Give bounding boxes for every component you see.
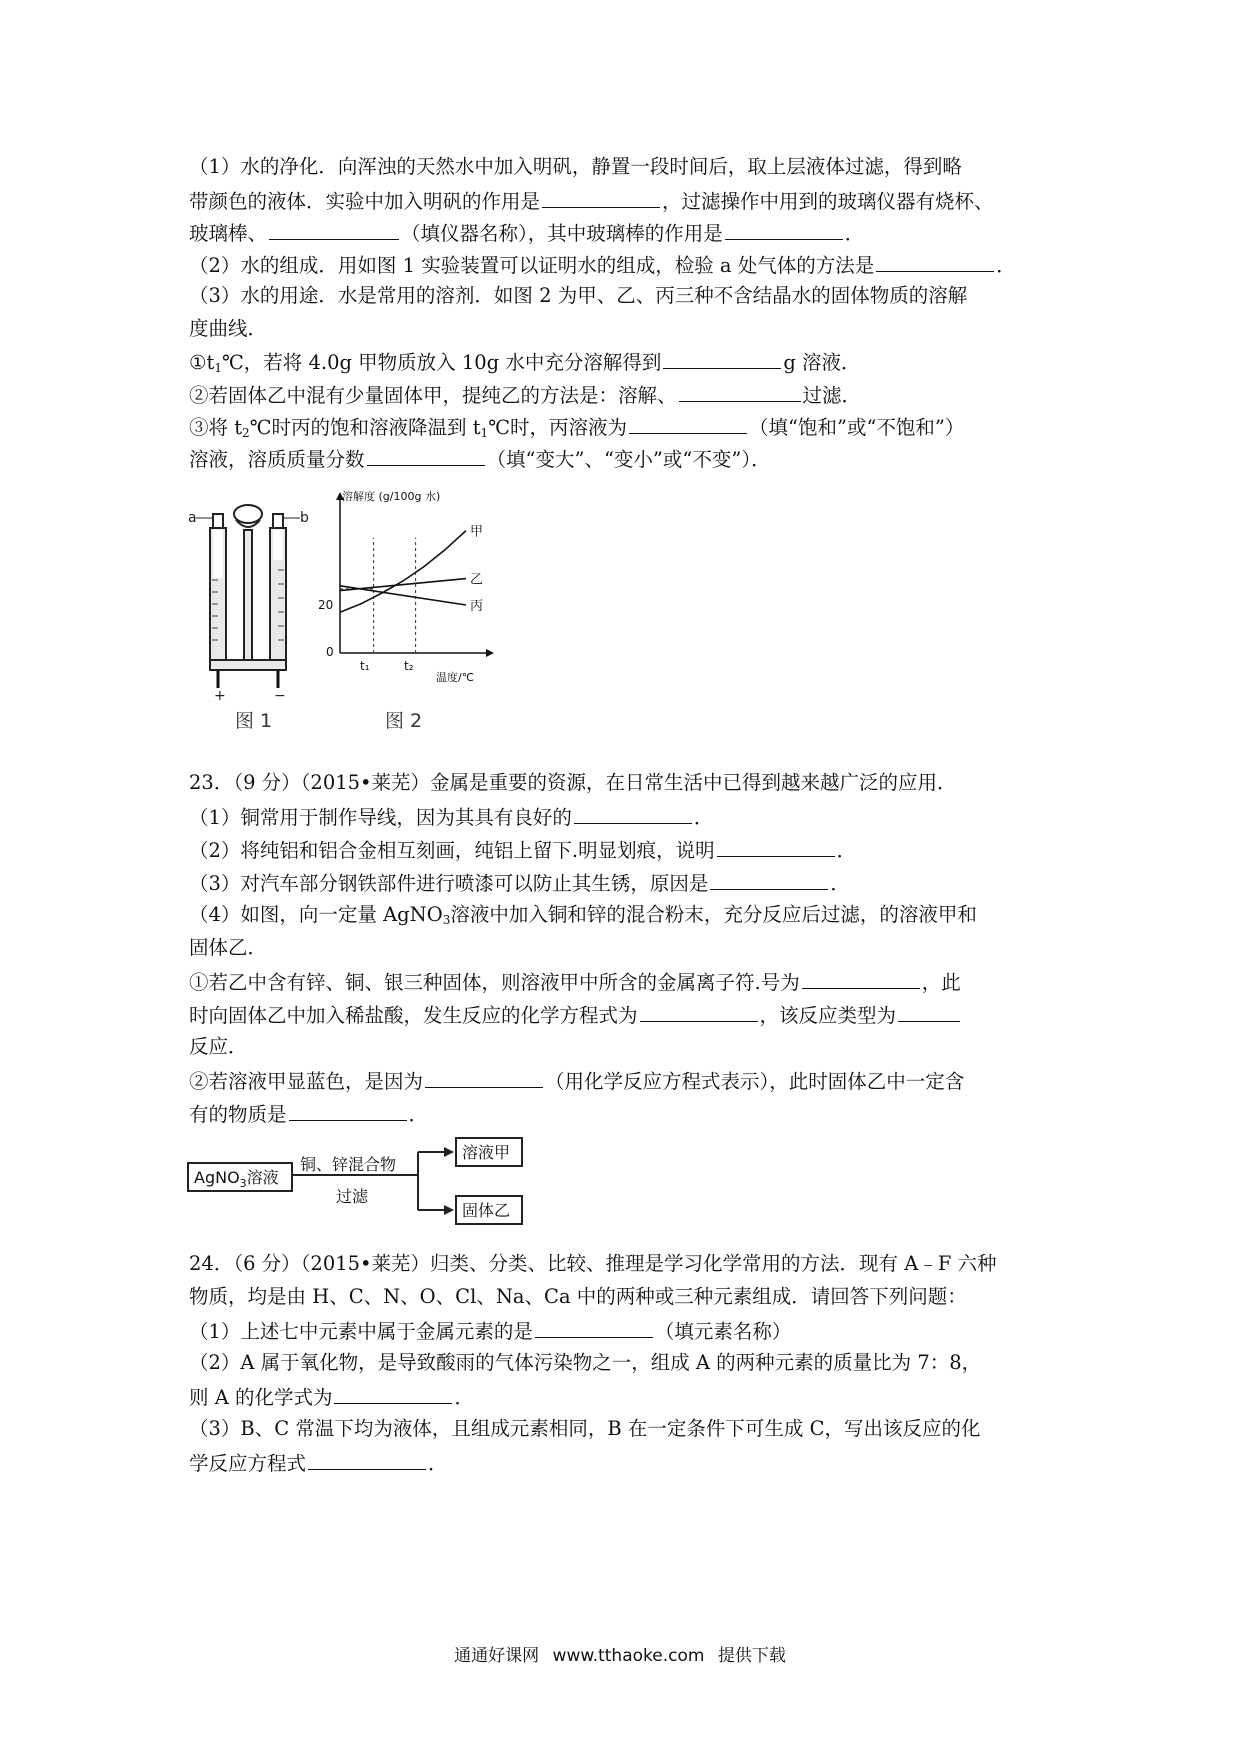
q22-p1-line1: （1）水的净化．向浑浊的天然水中加入明矾，静置一段时间后，取上层液体过滤，得到略 [189, 155, 962, 178]
q22-sub2: ②若固体乙中混有少量固体甲，提纯乙的方法是：溶解、 过滤． [189, 381, 861, 409]
series-label-0: 甲 [470, 524, 484, 540]
q24-header-line1: 24．（6 分）（2015•莱芜）归类、分类、比较、推理是学习化学常用的方法．现有 A﹣F 六种 [189, 1252, 997, 1275]
answer-blank[interactable] [717, 836, 835, 857]
answer-blank[interactable] [663, 348, 781, 369]
figure-1-electrolysis-apparatus [188, 500, 309, 704]
flow-output-label-2: 固体乙 [462, 1201, 511, 1220]
series-line-0 [340, 531, 466, 613]
q24-p1: （1）上述七中元素中属于金属元素的是 （填元素名称） [189, 1317, 791, 1345]
x-tick-t1: t₁ [360, 659, 370, 673]
q23-p2: （2）将纯铝和铝合金相互刻画，纯铝上留下.明显划痕，说明 ． [189, 836, 856, 864]
page-footer [0, 1641, 1240, 1666]
answer-blank[interactable] [308, 1449, 426, 1470]
answer-blank[interactable] [425, 1067, 543, 1088]
footer-site: 通通好课网 [454, 1646, 540, 1666]
q22-sub1: $①t_1℃$，若将 4.0g 甲物质放入 10g 水中充分溶解得到 g 溶液． [189, 348, 861, 381]
q24-header-line2: 物质，均是由 H、C、N、O、Cl、Na、Ca 中的两种或三种元素组成．请回答下列问题： [189, 1285, 967, 1308]
q22-p3-line2: 度曲线． [189, 317, 268, 340]
label-plus: + [214, 688, 226, 704]
answer-blank[interactable] [876, 251, 994, 272]
q22-p3-line1: （3）水的用途．水是常用的溶剂．如图 2 为甲、乙、丙三种不含结晶水的固体物质的溶解 [189, 284, 968, 307]
y-axis-label: 溶解度 (g/100g 水) [342, 490, 441, 503]
q23-p4-line1: （4）如图，向一定量 AgNO$_3$溶液中加入铜和锌的混合粉末，充分反应后过滤，的溶液甲和 [189, 903, 977, 927]
answer-blank[interactable] [542, 187, 660, 208]
answer-blank[interactable] [802, 968, 920, 989]
series-line-2 [340, 586, 466, 605]
q24-p3-line1: （3）B、C 常温下均为液体，且组成元素相同，B 在一定条件下可生成 C，写出该反应的化 [189, 1417, 981, 1440]
q23-header: 23．（9 分）（2015•莱芜）金属是重要的资源，在日常生活中已得到越来越广泛的应用． [189, 771, 957, 794]
figure-1-caption: 图 1 [235, 710, 273, 732]
q22-p1-line3: 玻璃棒、 （填仪器名称），其中玻璃棒的作用是 ． [189, 219, 864, 247]
series-label-1: 乙 [470, 572, 484, 588]
answer-blank[interactable] [898, 1001, 960, 1022]
footer-url[interactable]: www.tthaoke.com [552, 1646, 705, 1666]
footer-note: 提供下载 [717, 1646, 786, 1666]
y-tick-20: 20 [318, 598, 334, 612]
x-axis-label: 温度/℃ [436, 671, 475, 684]
label-a: a [188, 510, 197, 526]
q23-p1: （1）铜常用于制作导线，因为其具有良好的 ． [189, 803, 713, 831]
q23-sub1-line2: 时向固体乙中加入稀盐酸，发生反应的化学方程式为 ，该反应类型为 [189, 1001, 962, 1029]
label-minus: − [274, 688, 286, 704]
x-tick-t2: t₂ [404, 659, 414, 673]
flow-top-label: 铜、锌混合物 [300, 1155, 397, 1174]
q24-p2-line1: （2）A 属于氧化物，是导致酸雨的气体污染物之一，组成 A 的两种元素的质量比为 7：8， [189, 1351, 982, 1374]
series-label-2: 丙 [470, 599, 484, 614]
q23-sub1-line3: 反应． [189, 1035, 248, 1058]
answer-blank[interactable] [289, 1100, 407, 1121]
q22-p1-line2: 带颜色的液体．实验中加入明矾的作用是 ，过滤操作中用到的玻璃仪器有烧杯、 [189, 187, 994, 215]
q23-sub2-line1: ②若溶液甲显蓝色，是因为 （用化学反应方程式表示），此时固体乙中一定含 [189, 1067, 964, 1095]
q23-sub1-line1: ①若乙中含有锌、铜、银三种固体，则溶液甲中所含的金属离子符.号为 ，此 [189, 968, 961, 996]
q24-p2-line2: 则 A 的化学式为 ． [189, 1383, 474, 1411]
flow-diagram [186, 1130, 526, 1230]
flow-start-label: AgNO$_3$溶液 [194, 1168, 279, 1190]
answer-blank[interactable] [535, 1317, 653, 1338]
answer-blank[interactable] [367, 445, 485, 466]
answer-blank[interactable] [710, 869, 828, 890]
flow-bottom-label: 过滤 [336, 1187, 369, 1206]
q24-p3-line2: 学反应方程式 ． [189, 1449, 448, 1477]
y-tick-0: 0 [326, 645, 334, 659]
answer-blank[interactable] [629, 413, 747, 434]
answer-blank[interactable] [725, 219, 843, 240]
q22-sub3-line1: ③将 $t_2℃$时丙的饱和溶液降温到 $t_1℃$时，丙溶液为 （填“饱和”或“不饱和”） [189, 413, 964, 446]
answer-blank[interactable] [269, 219, 399, 240]
q23-p4-line2: 固体乙． [189, 936, 268, 959]
q23-sub2-line2: 有的物质是 ． [189, 1100, 428, 1128]
q23-p3: （3）对汽车部分钢铁部件进行喷漆可以防止其生锈，原因是 ． [189, 869, 850, 897]
flow-output-label-1: 溶液甲 [462, 1143, 511, 1162]
figure-2-caption: 图 2 [385, 710, 423, 732]
figure-2-solubility-chart [318, 488, 498, 688]
q22-sub3-line2: 溶液，溶质质量分数 （填“变大”、“变小”或“不变”）． [189, 445, 771, 473]
answer-blank[interactable] [679, 381, 801, 402]
q22-p2-line: （2）水的组成．用如图 1 实验装置可以证明水的组成，检验 a 处气体的方法是 ． [189, 251, 1016, 279]
answer-blank[interactable] [640, 1001, 758, 1022]
answer-blank[interactable] [574, 803, 692, 824]
label-b: b [300, 510, 309, 526]
answer-blank[interactable] [334, 1383, 452, 1404]
